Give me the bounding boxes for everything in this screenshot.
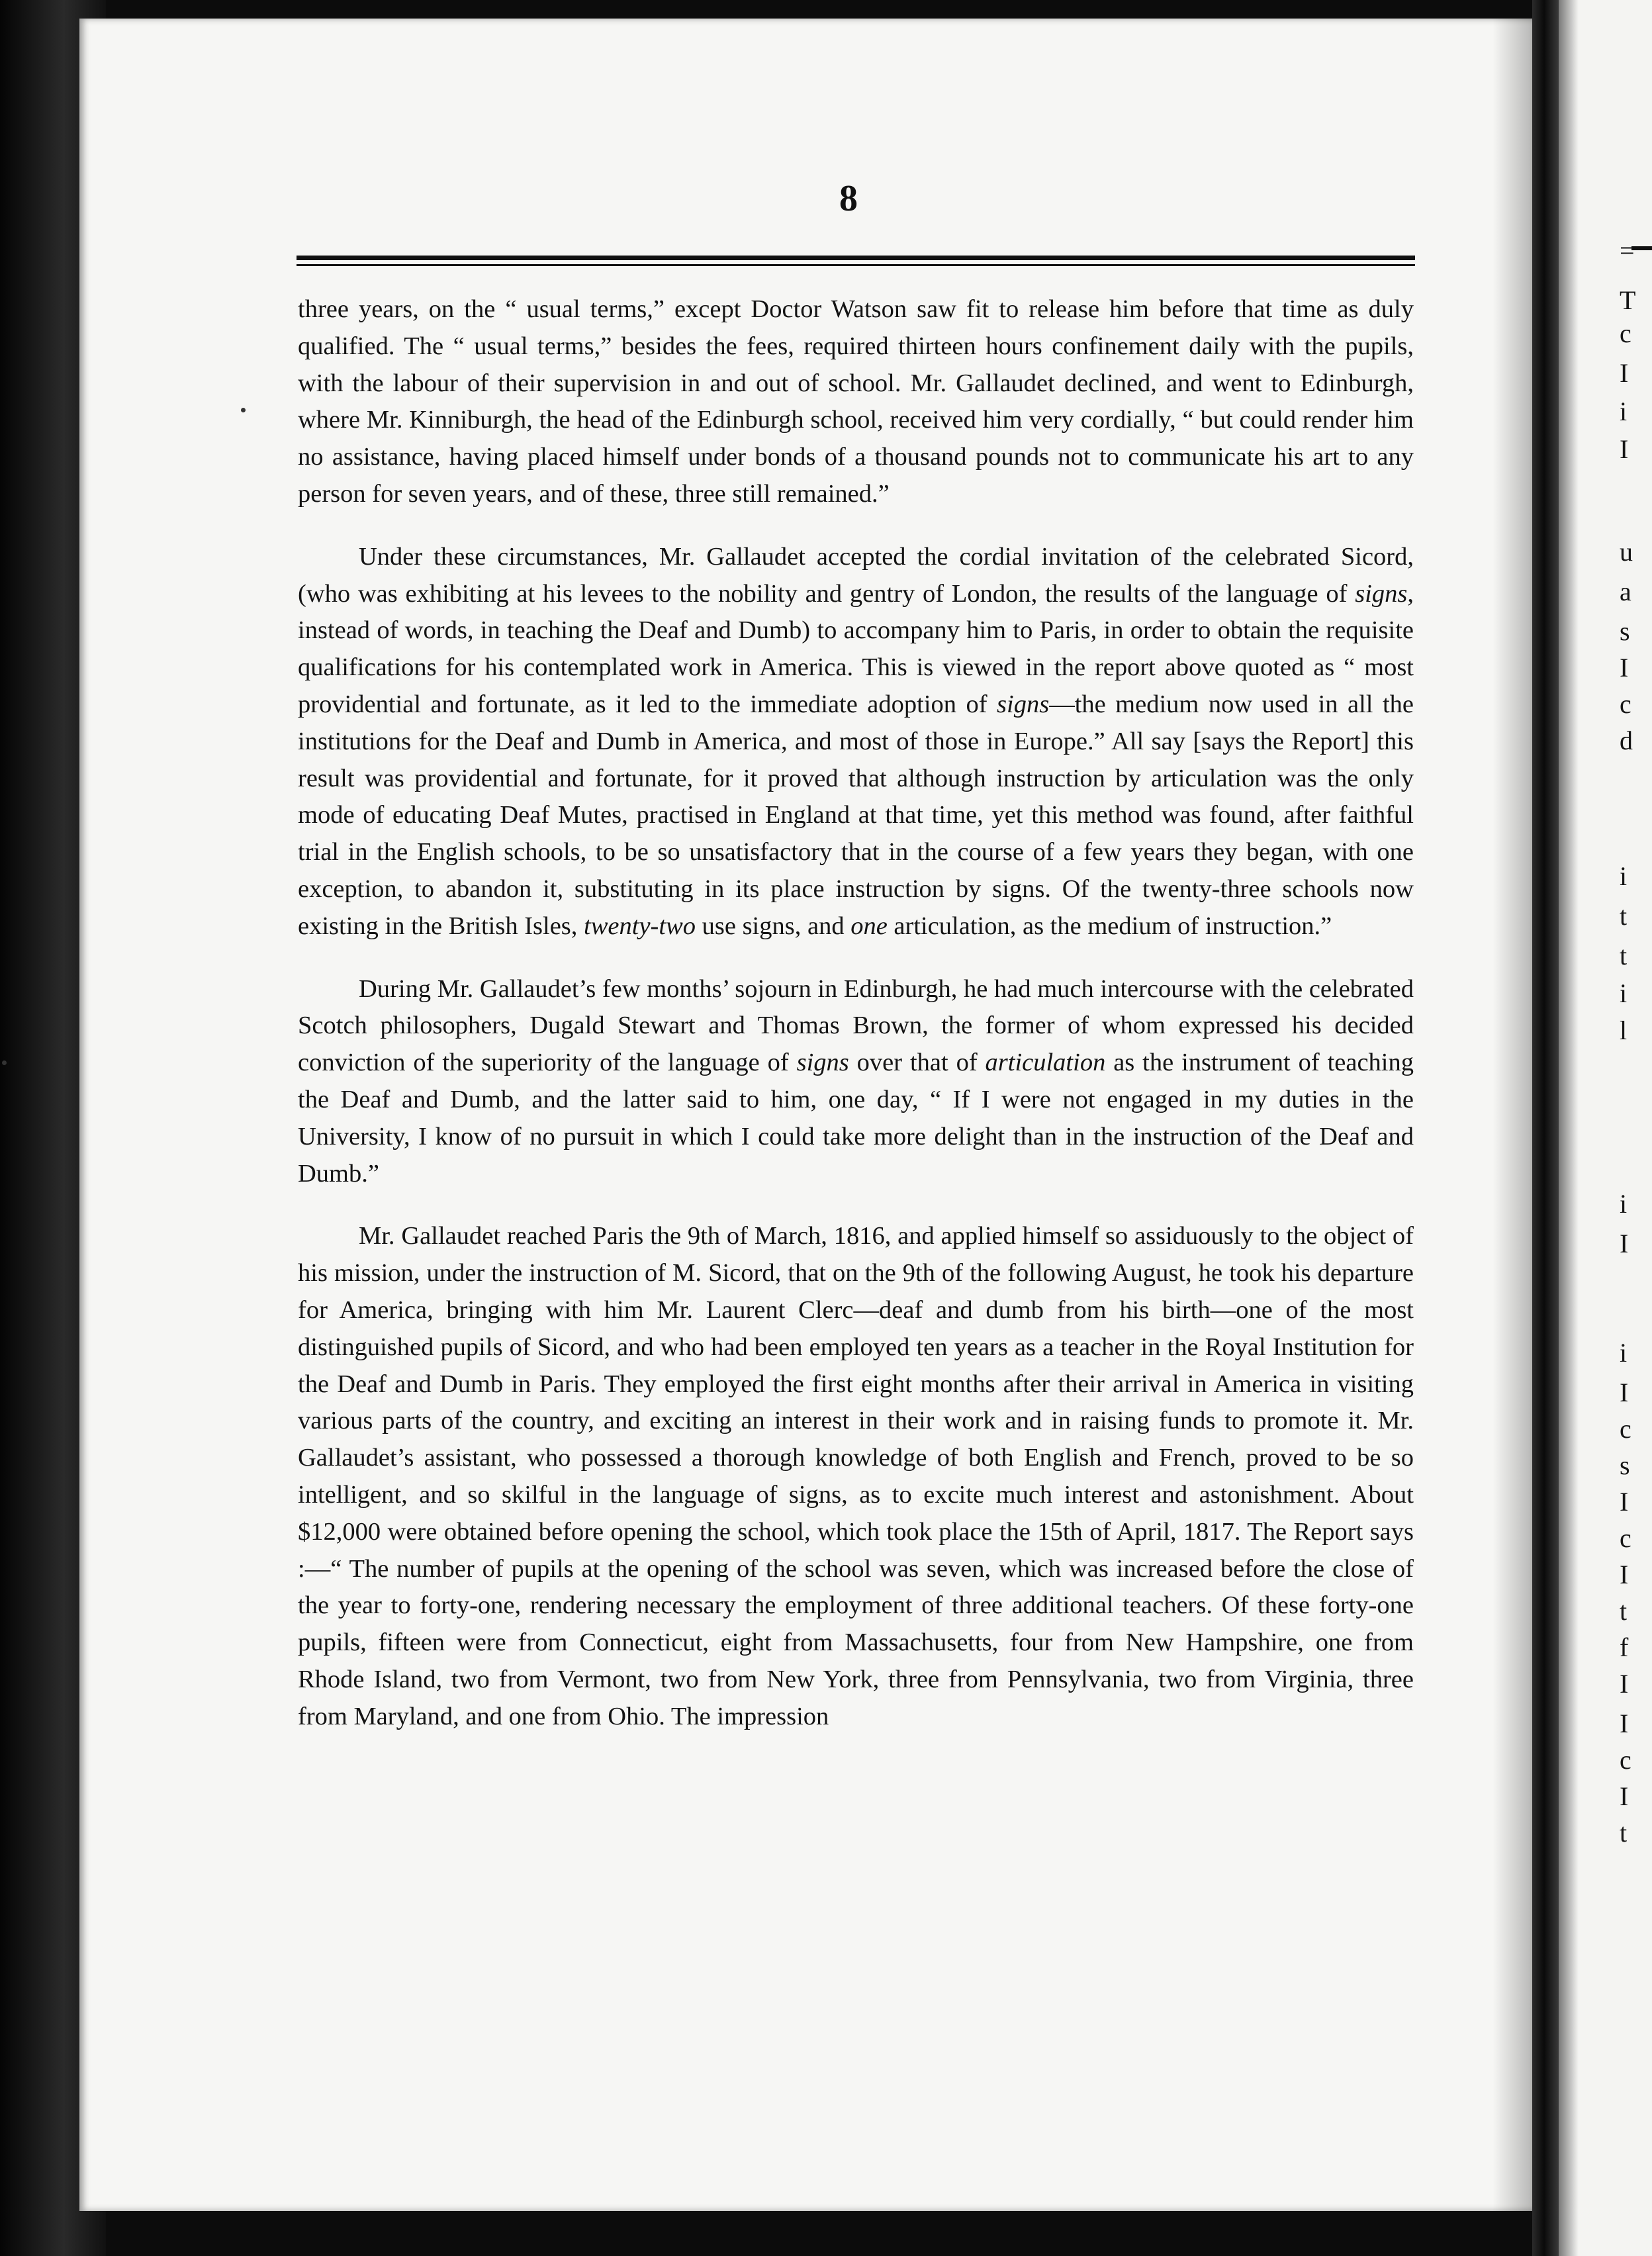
facing-page-letter: d xyxy=(1620,726,1633,755)
body-text xyxy=(298,291,1414,1761)
italic-text: articulation xyxy=(985,1049,1106,1077)
facing-page-letter: c xyxy=(1620,689,1631,719)
facing-page-letter: f xyxy=(1620,1632,1629,1662)
paragraph-2 xyxy=(298,539,1414,945)
facing-page-letter: s xyxy=(1620,616,1630,646)
text-run: articulation, as the medium of instruction.” xyxy=(887,912,1332,940)
facing-page-letter: t xyxy=(1620,1596,1628,1626)
facing-page-letter: i xyxy=(1620,861,1628,891)
facing-page-letter: c xyxy=(1620,1414,1631,1444)
facing-page-letter: I xyxy=(1620,1378,1629,1407)
text-run: , instead of words, in teaching the Deaf and Dumb) to accompany him to Paris, in order to obtain the requisite qualifications for his contemplated work in America. This is viewed in the report above quoted as “ most providential and fortunate, as it led to the immediate adoption of xyxy=(298,579,1414,718)
text-run: over that of xyxy=(849,1049,986,1077)
scan-speck xyxy=(2,1060,7,1065)
italic-text: signs xyxy=(796,1049,849,1077)
facing-page-letter: i xyxy=(1620,1189,1628,1219)
paragraph-1 xyxy=(298,291,1414,513)
facing-page-letter: I xyxy=(1620,1560,1629,1589)
facing-page-shadow xyxy=(1559,0,1579,2256)
facing-page-letter: I xyxy=(1620,434,1629,464)
facing-page-edge xyxy=(1559,0,1652,2256)
italic-text: signs xyxy=(997,690,1050,718)
facing-page-letter: I xyxy=(1620,1781,1629,1811)
book-gutter xyxy=(1532,0,1559,2256)
facing-page-letter: c xyxy=(1620,1523,1631,1553)
text-run: —the medium now used in all the institutions for the Deaf and Dumb in America, and most of those in Europe.” All say [says the Report] this result was providential and fortunate, for it proved that although instruction by articulation was the only mode of educating Deaf Mutes, practised in England at that time, yet this method was found, after faithful trial in the English schools, to be so unsatisfactory that in the course of a few years they began, with one exception, to abandon it, substituting in its place instruction by signs. Of the twenty-three schools now existing in the British Isles, xyxy=(298,690,1414,940)
paragraph-3 xyxy=(298,971,1414,1193)
text-run: as the instrument of teaching the Deaf and Dumb, and the latter said to him, one day, “ If I were not engaged in my duties in the University, I know of no pursuit in which I could take more delight than in the instruction of the Deaf and Dumb.” xyxy=(298,1049,1414,1188)
paragraph-4 xyxy=(298,1218,1414,1735)
facing-page-letter: s xyxy=(1620,1450,1630,1480)
page-edge-shade xyxy=(1492,19,1532,2211)
facing-page-rule xyxy=(1631,246,1652,250)
facing-page-letter: t xyxy=(1620,941,1628,970)
facing-page-letter: t xyxy=(1620,901,1628,931)
facing-page-letter: c xyxy=(1620,318,1631,348)
facing-page-letter: i xyxy=(1620,1338,1628,1368)
scan-speck xyxy=(241,408,246,412)
text-run: use signs, and xyxy=(696,912,851,940)
facing-page-letter: I xyxy=(1620,1229,1629,1258)
facing-page-letter: u xyxy=(1620,537,1633,567)
facing-page-letter: I xyxy=(1620,1669,1629,1699)
facing-page-letter: = xyxy=(1620,236,1635,265)
facing-page-letter: t xyxy=(1620,1818,1628,1848)
facing-page-letter: T xyxy=(1620,285,1636,315)
header-rule-thick xyxy=(297,256,1415,260)
facing-page-letter: i xyxy=(1620,397,1628,426)
page-number: 8 xyxy=(839,178,858,219)
italic-text: signs xyxy=(1355,579,1408,608)
facing-page-letter: l xyxy=(1620,1015,1628,1045)
facing-page-letter: a xyxy=(1620,577,1631,606)
facing-page-letter: I xyxy=(1620,653,1629,682)
facing-page-letter: c xyxy=(1620,1745,1631,1775)
text-run: Under these circumstances, Mr. Gallaudet accepted the cordial invitation of the celebrated Sicord, (who was exhibiting at his levees to the nobility and gentry of London, the results of the language of xyxy=(298,542,1414,608)
italic-text: twenty-two xyxy=(584,912,696,940)
facing-page-letter: I xyxy=(1620,1487,1629,1517)
header-rule-thin xyxy=(297,264,1415,266)
text-run: During Mr. Gallaudet’s few months’ sojourn in Edinburgh, he had much intercourse with the celebrated Scotch philosophers, Dugald Stewart and Thomas Brown, the former of whom expressed his decided conviction of the superiority of the language of xyxy=(298,974,1414,1077)
facing-page-letter: I xyxy=(1620,358,1629,388)
facing-page-letter: I xyxy=(1620,1709,1629,1738)
text-run: three years, on the “ usual terms,” except Doctor Watson saw fit to release him before that time as duly qualified. The “ usual terms,” besides the fees, required thirteen hours confinement daily with the pupils, with the labour of their supervision in and out of school. Mr. Gallaudet declined, and went to Edinburgh, where Mr. Kinniburgh, the head of the Edinburgh school, received him very cordially, “ but could render him no assistance, having placed himself under bonds of a thousand pounds not to communicate his art to any person for seven years, and of these, three still remained.” xyxy=(298,295,1414,508)
italic-text: one xyxy=(850,912,888,940)
text-run: Mr. Gallaudet reached Paris the 9th of March, 1816, and applied himself so assiduously to the object of his mission, under the instruction of M. Sicord, that on the 9th of the following August, he took his departure for America, bringing with him Mr. Laurent Clerc—deaf and dumb from his birth—one of the most distinguished pupils of Sicord, and who had been employed ten years as a teacher in the Royal Institution for the Deaf and Dumb in Paris. They employed the first eight months after their arrival in America in visiting various parts of the country, and exciting an interest in their work and in raising funds to promote it. Mr. Gallaudet’s assistant, who possessed a thorough knowledge of both English and French, proved to be so intelligent, and so skilful in the language of signs, as to excite much interest and astonishment. About $12,000 were obtained before opening the school, which took place the 15th of April, 1817. The Report says :—“ The number of pupils at the opening of the school was seven, which was increased before the close of the year to forty-one, rendering necessary the employment of three additional teachers. Of these forty-one pupils, fifteen were from Connecticut, eight from Massachusetts, four from New Hampshire, one from Rhode Island, two from Vermont, two from New York, three from Pennsylvania, two from Virginia, three from Maryland, and one from Ohio. The impression xyxy=(298,1222,1414,1730)
facing-page-letter: i xyxy=(1620,978,1628,1008)
